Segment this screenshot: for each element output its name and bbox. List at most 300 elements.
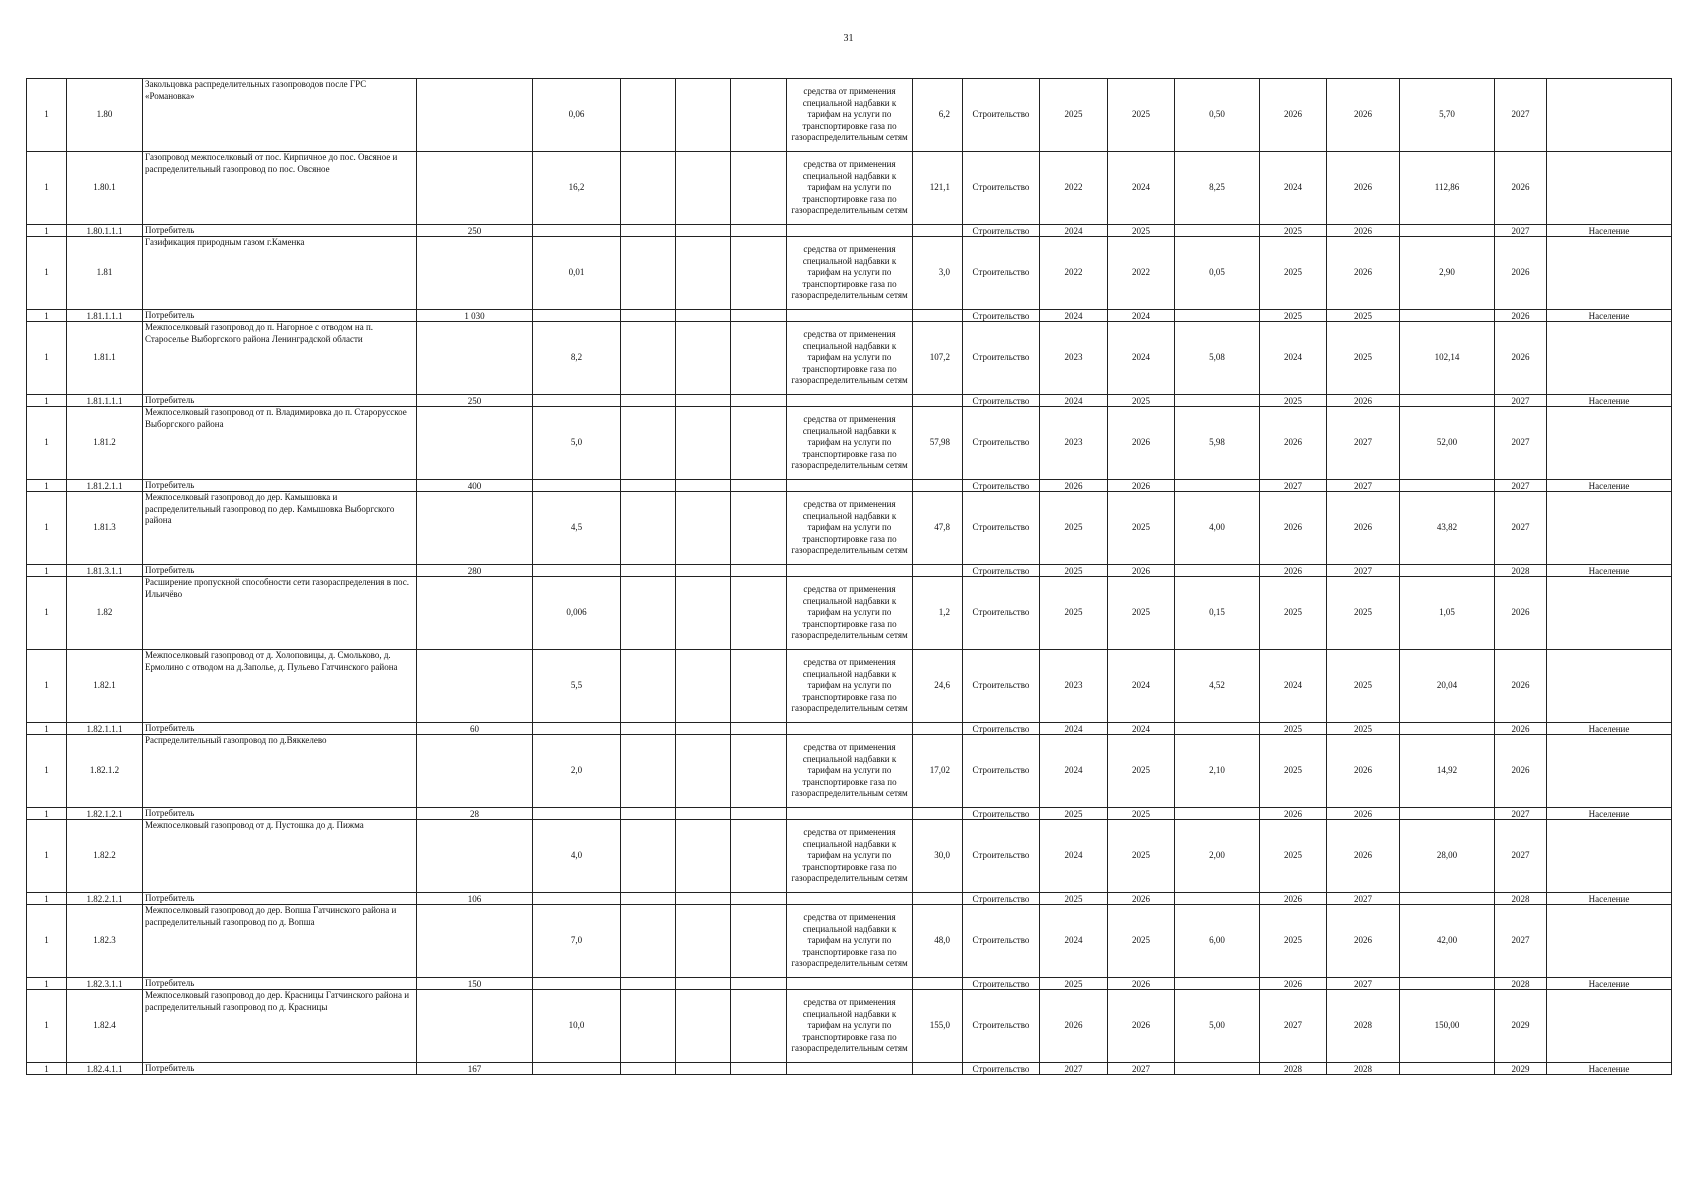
cell-build-end: 2027 xyxy=(1327,978,1400,990)
table-row-consumer xyxy=(27,723,1672,735)
table-row-object xyxy=(27,820,1672,893)
cell-empty xyxy=(731,820,787,893)
cell-row-group: 1 xyxy=(27,978,67,990)
cell-empty xyxy=(621,395,676,407)
cell-consumers xyxy=(417,650,533,723)
cell-empty xyxy=(676,808,731,820)
cell-design-cost: 2,10 xyxy=(1175,735,1260,808)
cell-funding-source xyxy=(787,723,913,735)
cell-empty xyxy=(731,310,787,322)
cell-funding-source: средства от применения специальной надбавки к тарифам на услуги по транспортировке газа по газораспределительным сетям xyxy=(787,820,913,893)
cell-object-code: 1.82.1.2.1 xyxy=(67,808,143,820)
cell-row-group: 1 xyxy=(27,808,67,820)
cell-empty xyxy=(676,577,731,650)
cell-work-type: Строительство xyxy=(963,407,1040,480)
cell-design-end: 2027 xyxy=(1108,1063,1175,1075)
cell-cost: 155,0 xyxy=(913,990,963,1063)
cell-length: 5,0 xyxy=(533,407,621,480)
cell-commission-year: 2029 xyxy=(1495,1063,1547,1075)
cell-consumers: 150 xyxy=(417,978,533,990)
cell-empty xyxy=(676,820,731,893)
cell-design-start: 2022 xyxy=(1040,152,1108,225)
cell-empty xyxy=(621,322,676,395)
cell-cost: 24,6 xyxy=(913,650,963,723)
cell-build-start: 2026 xyxy=(1260,808,1327,820)
cell-row-group: 1 xyxy=(27,152,67,225)
cell-funding-source: средства от применения специальной надбавки к тарифам на услуги по транспортировке газа по газораспределительным сетям xyxy=(787,492,913,565)
cell-cost: 1,2 xyxy=(913,577,963,650)
cell-consumer-category xyxy=(1547,820,1672,893)
cell-commission-year: 2027 xyxy=(1495,407,1547,480)
cell-build-cost: 5,70 xyxy=(1400,79,1495,152)
cell-build-cost: 102,14 xyxy=(1400,322,1495,395)
cell-consumers xyxy=(417,820,533,893)
cell-object-name: Потребитель xyxy=(143,723,417,735)
cell-object-code: 1.82.4 xyxy=(67,990,143,1063)
cell-build-cost xyxy=(1400,808,1495,820)
cell-design-end: 2025 xyxy=(1108,905,1175,978)
cell-build-cost xyxy=(1400,978,1495,990)
cell-build-start: 2024 xyxy=(1260,322,1327,395)
cell-cost xyxy=(913,225,963,237)
cell-consumer-category: Население xyxy=(1547,893,1672,905)
cell-build-cost: 20,04 xyxy=(1400,650,1495,723)
cell-build-start: 2026 xyxy=(1260,79,1327,152)
cell-object-code: 1.82.1.2 xyxy=(67,735,143,808)
cell-work-type: Строительство xyxy=(963,565,1040,577)
cell-consumer-category: Население xyxy=(1547,480,1672,492)
cell-funding-source: средства от применения специальной надбавки к тарифам на услуги по транспортировке газа по газораспределительным сетям xyxy=(787,735,913,808)
table-row-object xyxy=(27,492,1672,565)
cell-build-cost: 112,86 xyxy=(1400,152,1495,225)
cell-length: 10,0 xyxy=(533,990,621,1063)
cell-design-cost: 6,00 xyxy=(1175,905,1260,978)
cell-design-start: 2024 xyxy=(1040,310,1108,322)
cell-empty xyxy=(731,152,787,225)
cell-build-end: 2025 xyxy=(1327,310,1400,322)
cell-row-group: 1 xyxy=(27,723,67,735)
cell-commission-year: 2027 xyxy=(1495,820,1547,893)
cell-length xyxy=(533,1063,621,1075)
cell-cost xyxy=(913,808,963,820)
cell-funding-source xyxy=(787,893,913,905)
cell-object-code: 1.81 xyxy=(67,237,143,310)
cell-consumer-category xyxy=(1547,79,1672,152)
cell-design-start: 2025 xyxy=(1040,79,1108,152)
cell-work-type: Строительство xyxy=(963,322,1040,395)
cell-object-code: 1.81.1 xyxy=(67,322,143,395)
cell-work-type: Строительство xyxy=(963,978,1040,990)
cell-object-code: 1.81.1.1.1 xyxy=(67,310,143,322)
cell-empty xyxy=(676,225,731,237)
cell-design-cost xyxy=(1175,978,1260,990)
cell-work-type: Строительство xyxy=(963,650,1040,723)
cell-design-end: 2025 xyxy=(1108,395,1175,407)
cell-commission-year: 2026 xyxy=(1495,577,1547,650)
cell-consumer-category: Население xyxy=(1547,723,1672,735)
cell-consumer-category xyxy=(1547,237,1672,310)
cell-object-name: Распределительный газопровод по д.Вяккелево xyxy=(143,735,417,808)
cell-work-type: Строительство xyxy=(963,905,1040,978)
cell-design-end: 2026 xyxy=(1108,893,1175,905)
cell-design-start: 2024 xyxy=(1040,395,1108,407)
cell-consumers xyxy=(417,79,533,152)
cell-work-type: Строительство xyxy=(963,723,1040,735)
cell-empty xyxy=(676,152,731,225)
cell-object-code: 1.81.3.1.1 xyxy=(67,565,143,577)
cell-funding-source: средства от применения специальной надбавки к тарифам на услуги по транспортировке газа по газораспределительным сетям xyxy=(787,577,913,650)
cell-work-type: Строительство xyxy=(963,808,1040,820)
cell-consumers xyxy=(417,152,533,225)
cell-row-group: 1 xyxy=(27,893,67,905)
cell-empty xyxy=(731,978,787,990)
table-row-consumer xyxy=(27,978,1672,990)
cell-design-cost: 5,00 xyxy=(1175,990,1260,1063)
cell-object-code: 1.81.1.1.1 xyxy=(67,395,143,407)
cell-build-end: 2027 xyxy=(1327,407,1400,480)
cell-row-group: 1 xyxy=(27,905,67,978)
cell-row-group: 1 xyxy=(27,650,67,723)
cell-length xyxy=(533,808,621,820)
cell-build-start: 2025 xyxy=(1260,905,1327,978)
cell-build-cost xyxy=(1400,565,1495,577)
cell-design-end: 2025 xyxy=(1108,820,1175,893)
cell-build-end: 2026 xyxy=(1327,79,1400,152)
cell-design-start: 2026 xyxy=(1040,480,1108,492)
cell-empty xyxy=(731,480,787,492)
cell-cost xyxy=(913,978,963,990)
cell-commission-year: 2029 xyxy=(1495,990,1547,1063)
cell-build-start: 2026 xyxy=(1260,978,1327,990)
page-number: 31 xyxy=(843,33,854,44)
cell-commission-year: 2026 xyxy=(1495,322,1547,395)
cell-object-name: Потребитель xyxy=(143,310,417,322)
cell-design-start: 2025 xyxy=(1040,565,1108,577)
cell-row-group: 1 xyxy=(27,322,67,395)
cell-design-cost xyxy=(1175,565,1260,577)
cell-consumers: 280 xyxy=(417,565,533,577)
cell-consumer-category xyxy=(1547,905,1672,978)
table-row-consumer xyxy=(27,480,1672,492)
cell-object-code: 1.81.2 xyxy=(67,407,143,480)
cell-empty xyxy=(676,1063,731,1075)
cell-build-end: 2026 xyxy=(1327,152,1400,225)
cell-consumer-category xyxy=(1547,650,1672,723)
cell-design-end: 2024 xyxy=(1108,152,1175,225)
cell-design-start: 2025 xyxy=(1040,492,1108,565)
cell-design-start: 2023 xyxy=(1040,407,1108,480)
cell-commission-year: 2027 xyxy=(1495,79,1547,152)
cell-row-group: 1 xyxy=(27,735,67,808)
cell-build-start: 2025 xyxy=(1260,735,1327,808)
cell-funding-source xyxy=(787,480,913,492)
cell-empty xyxy=(731,723,787,735)
cell-empty xyxy=(621,735,676,808)
cell-empty xyxy=(621,808,676,820)
cell-empty xyxy=(621,237,676,310)
cell-length: 7,0 xyxy=(533,905,621,978)
cell-empty xyxy=(731,237,787,310)
cell-consumer-category: Население xyxy=(1547,978,1672,990)
cell-consumers: 250 xyxy=(417,395,533,407)
cell-length: 2,0 xyxy=(533,735,621,808)
cell-object-name: Потребитель xyxy=(143,480,417,492)
cell-empty xyxy=(676,492,731,565)
cell-object-code: 1.82.2.1.1 xyxy=(67,893,143,905)
cell-empty xyxy=(676,723,731,735)
cell-consumer-category xyxy=(1547,735,1672,808)
cell-consumer-category: Население xyxy=(1547,808,1672,820)
cell-design-cost: 8,25 xyxy=(1175,152,1260,225)
cell-length: 4,5 xyxy=(533,492,621,565)
cell-design-start: 2024 xyxy=(1040,735,1108,808)
cell-empty xyxy=(621,480,676,492)
cell-design-cost: 0,50 xyxy=(1175,79,1260,152)
cell-design-end: 2025 xyxy=(1108,492,1175,565)
table-row-consumer xyxy=(27,808,1672,820)
cell-object-name: Межпоселковый газопровод до дер. Красницы Гатчинского района и распределительный газопровод по д. Красницы xyxy=(143,990,417,1063)
cell-design-start: 2023 xyxy=(1040,650,1108,723)
table-row-object xyxy=(27,407,1672,480)
cell-object-code: 1.82.3 xyxy=(67,905,143,978)
cell-commission-year: 2028 xyxy=(1495,893,1547,905)
cell-row-group: 1 xyxy=(27,79,67,152)
cell-funding-source: средства от применения специальной надбавки к тарифам на услуги по транспортировке газа по газораспределительным сетям xyxy=(787,407,913,480)
cell-consumer-category: Население xyxy=(1547,225,1672,237)
cell-work-type: Строительство xyxy=(963,577,1040,650)
cell-build-cost: 52,00 xyxy=(1400,407,1495,480)
cell-empty xyxy=(731,395,787,407)
cell-consumers xyxy=(417,237,533,310)
cell-empty xyxy=(676,395,731,407)
cell-object-code: 1.82.2 xyxy=(67,820,143,893)
cell-consumers xyxy=(417,735,533,808)
cell-object-code: 1.80 xyxy=(67,79,143,152)
cell-consumers: 106 xyxy=(417,893,533,905)
cell-consumers xyxy=(417,905,533,978)
cell-design-end: 2024 xyxy=(1108,650,1175,723)
cell-build-end: 2026 xyxy=(1327,820,1400,893)
cell-work-type: Строительство xyxy=(963,237,1040,310)
cell-build-end: 2026 xyxy=(1327,735,1400,808)
cell-row-group: 1 xyxy=(27,565,67,577)
cell-empty xyxy=(621,650,676,723)
cell-build-cost: 28,00 xyxy=(1400,820,1495,893)
cell-design-start: 2025 xyxy=(1040,893,1108,905)
cell-funding-source: средства от применения специальной надбавки к тарифам на услуги по транспортировке газа по газораспределительным сетям xyxy=(787,322,913,395)
cell-object-name: Потребитель xyxy=(143,893,417,905)
cell-empty xyxy=(621,565,676,577)
cell-consumer-category xyxy=(1547,492,1672,565)
cell-funding-source: средства от применения специальной надбавки к тарифам на услуги по транспортировке газа по газораспределительным сетям xyxy=(787,152,913,225)
cell-consumer-category: Население xyxy=(1547,310,1672,322)
cell-object-name: Потребитель xyxy=(143,1063,417,1075)
cell-object-code: 1.82.1 xyxy=(67,650,143,723)
cell-commission-year: 2027 xyxy=(1495,480,1547,492)
cell-build-cost: 2,90 xyxy=(1400,237,1495,310)
cell-design-cost: 5,08 xyxy=(1175,322,1260,395)
cell-empty xyxy=(621,152,676,225)
cell-design-end: 2025 xyxy=(1108,577,1175,650)
cell-design-cost xyxy=(1175,808,1260,820)
cell-build-start: 2025 xyxy=(1260,237,1327,310)
cell-length xyxy=(533,395,621,407)
cell-object-name: Закольцовка распределительных газопроводов после ГРС «Романовка» xyxy=(143,79,417,152)
cell-build-end: 2025 xyxy=(1327,577,1400,650)
cell-object-name: Газификация природным газом г.Каменка xyxy=(143,237,417,310)
cell-row-group: 1 xyxy=(27,225,67,237)
cell-design-cost xyxy=(1175,893,1260,905)
cell-build-cost xyxy=(1400,893,1495,905)
cell-length: 8,2 xyxy=(533,322,621,395)
cell-design-end: 2026 xyxy=(1108,565,1175,577)
cell-empty xyxy=(621,225,676,237)
cell-consumer-category xyxy=(1547,407,1672,480)
cell-build-end: 2026 xyxy=(1327,808,1400,820)
cell-cost xyxy=(913,310,963,322)
cell-cost xyxy=(913,395,963,407)
cell-row-group: 1 xyxy=(27,407,67,480)
cell-funding-source xyxy=(787,1063,913,1075)
cell-build-start: 2026 xyxy=(1260,565,1327,577)
cell-design-start: 2024 xyxy=(1040,905,1108,978)
cell-cost: 30,0 xyxy=(913,820,963,893)
table-row-object xyxy=(27,905,1672,978)
cell-object-name: Газопровод межпоселковый от пос. Кирпичное до пос. Овсяное и распределительный газопровод по пос. Овсяное xyxy=(143,152,417,225)
cell-build-cost xyxy=(1400,225,1495,237)
cell-build-end: 2026 xyxy=(1327,905,1400,978)
cell-build-cost: 150,00 xyxy=(1400,990,1495,1063)
cell-funding-source: средства от применения специальной надбавки к тарифам на услуги по транспортировке газа по газораспределительным сетям xyxy=(787,237,913,310)
cell-object-name: Межпоселковый газопровод от д. Холоповицы, д. Смольково, д. Ермолино с отводом на д.Заполье, д. Пульево Гатчинского района xyxy=(143,650,417,723)
cell-design-end: 2026 xyxy=(1108,990,1175,1063)
cell-design-end: 2026 xyxy=(1108,407,1175,480)
cell-empty xyxy=(731,905,787,978)
cell-length xyxy=(533,723,621,735)
table-body xyxy=(27,79,1672,1075)
cell-commission-year: 2027 xyxy=(1495,395,1547,407)
cell-design-cost: 0,15 xyxy=(1175,577,1260,650)
cell-consumers: 400 xyxy=(417,480,533,492)
cell-design-end: 2025 xyxy=(1108,808,1175,820)
cell-consumers xyxy=(417,990,533,1063)
cell-cost: 17,02 xyxy=(913,735,963,808)
cell-work-type: Строительство xyxy=(963,990,1040,1063)
cell-empty xyxy=(676,990,731,1063)
cell-cost: 57,98 xyxy=(913,407,963,480)
cell-design-start: 2027 xyxy=(1040,1063,1108,1075)
cell-empty xyxy=(731,577,787,650)
cell-object-name: Межпоселковый газопровод от п. Владимировка до п. Старорусское Выборгского района xyxy=(143,407,417,480)
cell-build-cost xyxy=(1400,480,1495,492)
cell-build-end: 2026 xyxy=(1327,237,1400,310)
cell-object-code: 1.82.4.1.1 xyxy=(67,1063,143,1075)
cell-empty xyxy=(621,990,676,1063)
cell-build-cost xyxy=(1400,723,1495,735)
cell-object-name: Межпоселковый газопровод до п. Нагорное с отводом на п. Староселье Выборгского района Ленинградской области xyxy=(143,322,417,395)
cell-length: 0,06 xyxy=(533,79,621,152)
cell-funding-source xyxy=(787,808,913,820)
cell-empty xyxy=(676,407,731,480)
cell-empty xyxy=(731,1063,787,1075)
cell-design-cost: 4,00 xyxy=(1175,492,1260,565)
cell-build-end: 2026 xyxy=(1327,395,1400,407)
cell-length: 5,5 xyxy=(533,650,621,723)
cell-build-end: 2025 xyxy=(1327,650,1400,723)
cell-design-start: 2023 xyxy=(1040,322,1108,395)
cell-consumer-category xyxy=(1547,577,1672,650)
cell-build-cost xyxy=(1400,310,1495,322)
cell-cost: 3,0 xyxy=(913,237,963,310)
cell-empty xyxy=(676,893,731,905)
cell-empty xyxy=(621,978,676,990)
cell-empty xyxy=(731,492,787,565)
cell-row-group: 1 xyxy=(27,990,67,1063)
cell-empty xyxy=(676,650,731,723)
cell-consumers: 250 xyxy=(417,225,533,237)
cell-design-end: 2024 xyxy=(1108,310,1175,322)
cell-design-cost xyxy=(1175,395,1260,407)
cell-build-start: 2027 xyxy=(1260,480,1327,492)
cell-cost: 6,2 xyxy=(913,79,963,152)
cell-design-start: 2026 xyxy=(1040,990,1108,1063)
cell-consumers xyxy=(417,492,533,565)
table-row-object xyxy=(27,152,1672,225)
cell-object-code: 1.82 xyxy=(67,577,143,650)
cell-object-code: 1.82.3.1.1 xyxy=(67,978,143,990)
cell-row-group: 1 xyxy=(27,395,67,407)
cell-row-group: 1 xyxy=(27,480,67,492)
cell-empty xyxy=(731,407,787,480)
cell-design-end: 2026 xyxy=(1108,978,1175,990)
cell-funding-source: средства от применения специальной надбавки к тарифам на услуги по транспортировке газа по газораспределительным сетям xyxy=(787,650,913,723)
cell-build-end: 2028 xyxy=(1327,1063,1400,1075)
cell-design-start: 2022 xyxy=(1040,237,1108,310)
cell-consumers: 1 030 xyxy=(417,310,533,322)
cell-build-end: 2027 xyxy=(1327,565,1400,577)
cell-empty xyxy=(731,79,787,152)
cell-design-end: 2024 xyxy=(1108,322,1175,395)
cell-object-name: Межпоселковый газопровод от д. Пустошка до д. Пижма xyxy=(143,820,417,893)
cell-length xyxy=(533,310,621,322)
cell-work-type: Строительство xyxy=(963,310,1040,322)
cell-length xyxy=(533,480,621,492)
cell-object-code: 1.81.2.1.1 xyxy=(67,480,143,492)
cell-funding-source xyxy=(787,978,913,990)
cell-build-cost xyxy=(1400,1063,1495,1075)
cell-build-start: 2024 xyxy=(1260,650,1327,723)
cell-cost xyxy=(913,893,963,905)
cell-empty xyxy=(621,893,676,905)
cell-empty xyxy=(676,905,731,978)
cell-empty xyxy=(621,723,676,735)
cell-work-type: Строительство xyxy=(963,152,1040,225)
cell-design-end: 2025 xyxy=(1108,735,1175,808)
cell-empty xyxy=(731,735,787,808)
cell-empty xyxy=(621,820,676,893)
cell-work-type: Строительство xyxy=(963,1063,1040,1075)
cell-work-type: Строительство xyxy=(963,893,1040,905)
table-row-consumer xyxy=(27,395,1672,407)
cell-design-cost xyxy=(1175,310,1260,322)
cell-length xyxy=(533,565,621,577)
cell-length xyxy=(533,893,621,905)
cell-consumers xyxy=(417,322,533,395)
cell-empty xyxy=(621,905,676,978)
cell-object-name: Расширение пропускной способности сети газораспределения в пос. Ильичёво xyxy=(143,577,417,650)
cell-object-name: Потребитель xyxy=(143,395,417,407)
table-row-consumer xyxy=(27,310,1672,322)
